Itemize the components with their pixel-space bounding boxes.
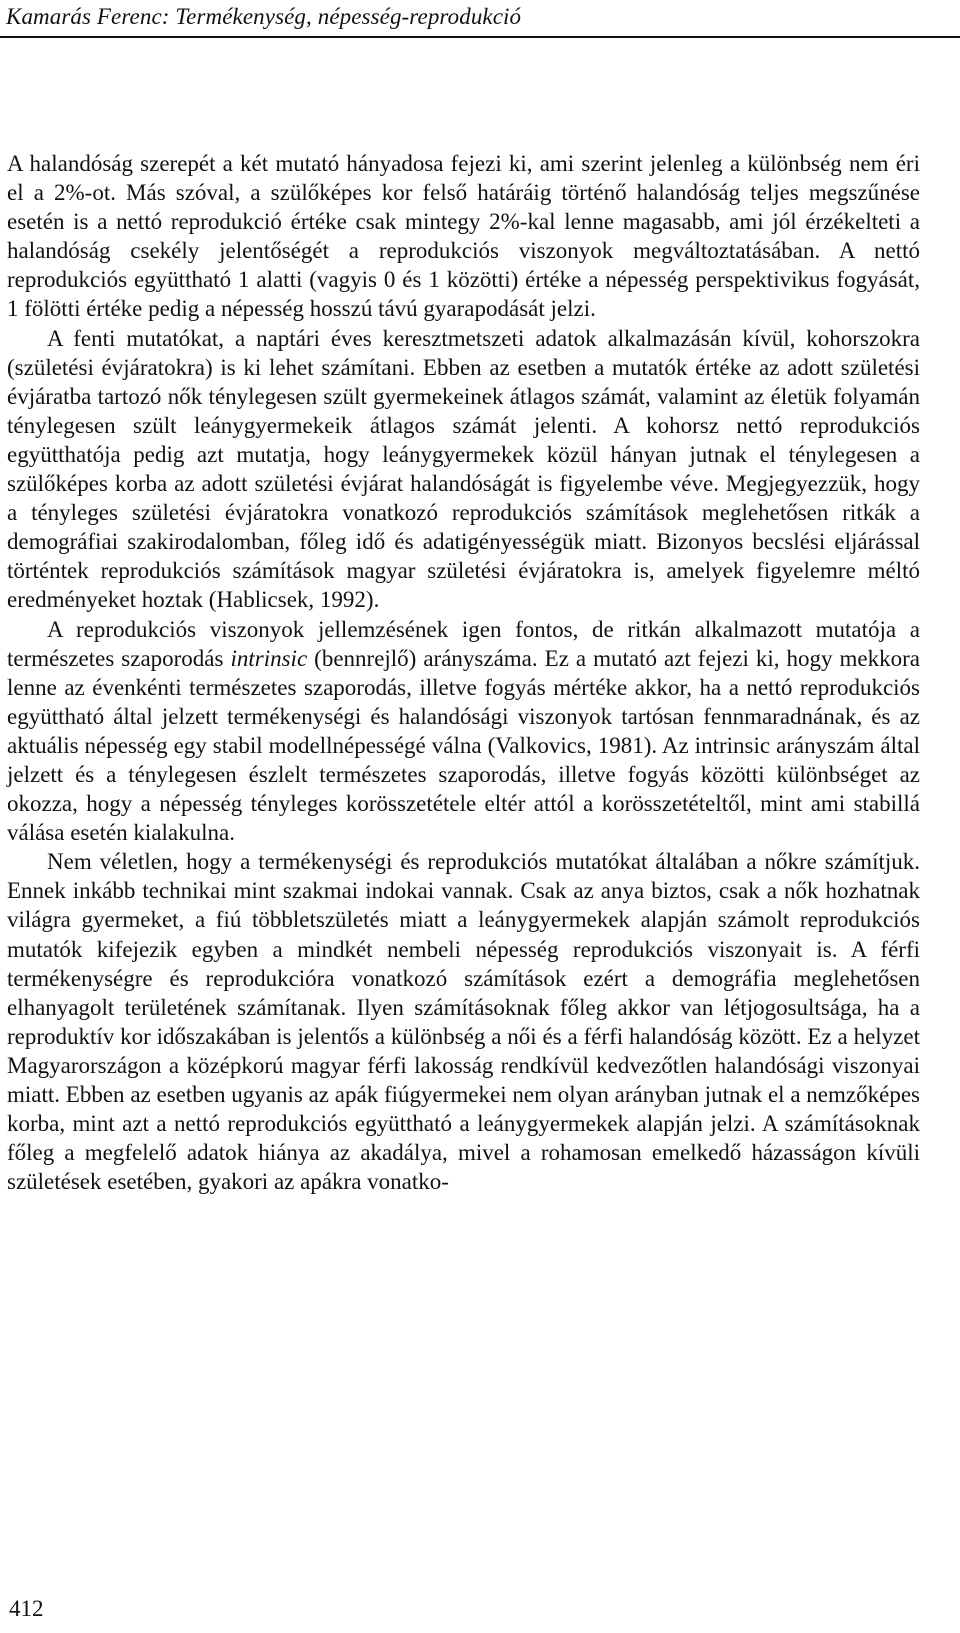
paragraph-4: Nem véletlen, hogy a termékenységi és reprodukciós mutatókat általában a nőkre számítjuk. Ennek inkább technikai mint szakmai indokai vannak. Csak az anya biztos, csak a nők hozhatnak világra gyermeket, a fiú többletszületés miatt a leánygyermekek alapján számolt reprodukciós mutatók kifejezik egyben a mindkét nembeli népesség reprodukciós viszonyait is. A férfi termékenységre és reprodukcióra vonatkozó számítások ezért a demográfia meglehetősen elhanyagolt területének számítanak. Ilyen számításoknak főleg akkor van létjogosultsága, ha a reproduktív kor időszakában is jelentős a különbség a női és a férfi halandóság között. Ez a helyzet Magyarországon a középkorú magyar férfi lakosság rendkívül kedvezőtlen halandósági viszonyai miatt. Ebben az esetben ugyanis az apák fiúgyermekei nem olyan arányban jutnak el a nemzőképes korba, mint azt a nettó reprodukciós együttható a leánygyermekek alapján jelzi. A számításoknak főleg a megfelelő adatok hiánya az akadálya, mivel a rohamosan emelkedő házasságon kívüli születések esetében, gyakori az apákra vonatko- — [7, 849, 920, 1195]
paragraph-3 — [7, 615, 920, 848]
paragraph-3-text-before: A reprodukciós viszonyok jellemzésének igen fontos, de ritkán alkalmazott mutatója a természetes szaporodás — [7, 616, 920, 671]
page-number: 412 — [9, 1596, 44, 1621]
paragraph-1: A halandóság szerepét a két mutató hányadosa fejezi ki, ami szerint jelenleg a különbség nem éri el a 2%-ot. Más szóval, a szülőképes kor felső határáig történő halandóság teljes megszűnése esetén is a nettó reprodukció értéke csak mintegy 2%-kal lenne magasabb, ami jól érzékelteti a halandóság csekély jelentőségét a reprodukciós viszonyok megváltoztatásában. A nettó reprodukciós együttható 1 alatti (vagyis 0 és 1 közötti) értéke a népesség perspektivikus fogyását, 1 fölötti értéke pedig a népesség hosszú távú gyarapodását jelzi. — [7, 151, 920, 322]
paragraph-3-text-after: (bennrejlő) arányszáma. Ez a mutató azt fejezi ki, hogy mekkora lenne az évenkénti természetes szaporodás, illetve fogyás mértéke akkor, ha a nettó reprodukciós együttható által jelzett termékenységi és halandósági viszonyok tartósan fennmaradnának, és az aktuális népesség egy stabil modellnépességé válna (Valkovics, 1981). Az intrinsic arányszám által jelzett és a ténylegesen észlelt természetes szaporodás, illetve fogyás közötti különbséget az okozza, hogy a népesség tényleges korösszetétele eltér attól a korösszetételtől, mint ami stabillá válása esetén kialakulna. — [7, 645, 920, 846]
body-text — [7, 149, 920, 1196]
paragraph-2: A fenti mutatókat, a naptári éves keresztmetszeti adatok alkalmazásán kívül, kohorszokra (születési évjáratokra) is ki lehet számítani. Ebben az esetben a mutatók értéke az adott születési évjáratba tartozó nők ténylegesen szült gyermekeinek átlagos számát, valamint az életük folyamán ténylegesen szült leánygyermekeik átlagos számát jelenti. A kohorsz nettó reprodukciós együtthatója pedig azt mutatja, hogy leánygyermekek közül hányan jutnak el ténylegesen a szülőképes korba az adott születési évjárat halandóságát is figyelembe véve. Megjegyezzük, hogy a tényleges születési évjáratokra vonatkozó reprodukciós számítások meglehetősen ritkák a demográfiai szakirodalomban, főleg idő és adatigényességük miatt. Bizonyos becslési eljárással történtek reprodukciós számítások magyar születési évjáratokra is, amelyek figyelemre méltó eredményeket hoztak (Hablicsek, 1992). — [7, 325, 920, 613]
italic-term: intrinsic — [230, 645, 308, 671]
running-header: Kamarás Ferenc: Termékenység, népesség-reprodukció — [6, 4, 522, 29]
header-rule — [0, 36, 960, 38]
